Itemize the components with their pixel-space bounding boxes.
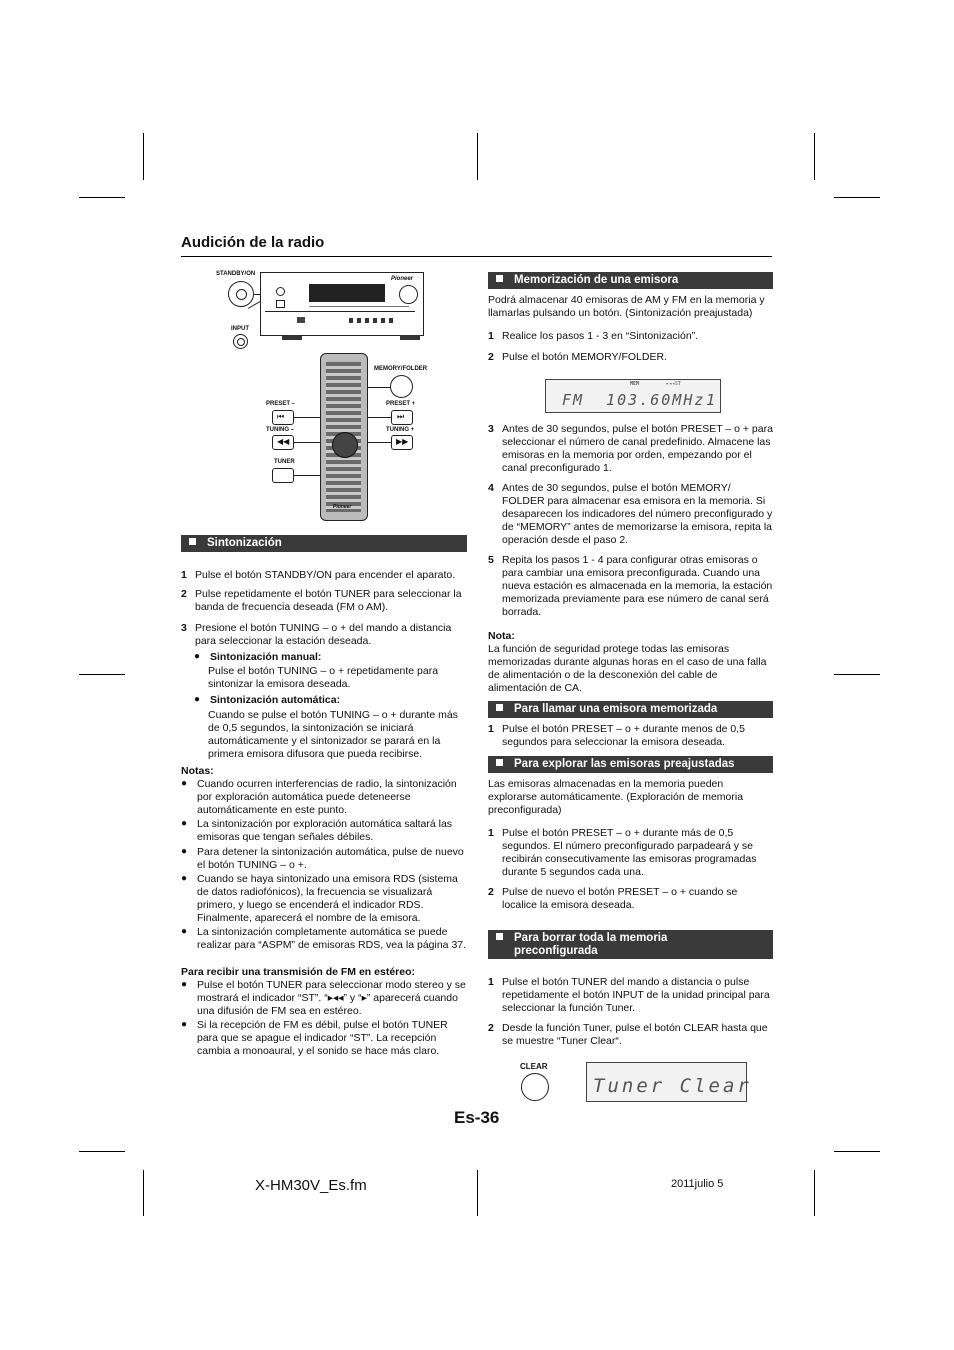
fm-display <box>545 379 721 413</box>
rewind-icon: ◀◀ <box>277 437 290 446</box>
note-title: Nota: <box>488 630 515 642</box>
standby-label: STANDBY/ON <box>216 271 256 277</box>
skip-forward-icon: ⏭ <box>397 412 405 421</box>
main-unit <box>260 272 424 336</box>
preset-plus-button[interactable] <box>391 410 413 425</box>
section-heading-explorar: Para explorar las emisoras preajustadas <box>488 756 773 773</box>
auto-tuning-text: Cuando se pulse el botón TUNING – o + durante más de 0,5 segundos, la sintonización se iniciará automáticamente y el sintonizador se parará en la primera emisora difusora que pueda recibirse. <box>208 709 458 760</box>
preset-minus-label: PRESET – <box>266 401 296 407</box>
tuning-minus-button[interactable] <box>272 435 294 450</box>
crop-mark <box>143 1170 144 1216</box>
section-heading-borrar: Para borrar toda la memoria preconfigurada <box>488 930 773 959</box>
remote-control <box>320 353 368 521</box>
tuning-plus-button[interactable] <box>391 435 413 450</box>
fm-display-text: FM 103.60MHz <box>562 391 706 409</box>
crop-mark <box>834 674 880 675</box>
crop-mark <box>834 1151 880 1152</box>
memorizacion-intro: Podrá almacenar 40 emisoras de AM y FM en la memoria y llamarlas pulsando un botón. (Sintonización preajustada) <box>488 294 765 319</box>
crop-mark <box>143 133 144 180</box>
preset-minus-button[interactable] <box>272 410 294 425</box>
crop-mark <box>814 1170 815 1216</box>
footer-date: 2011julio 5 <box>671 1178 724 1190</box>
crop-mark <box>79 197 125 198</box>
crop-mark <box>834 197 880 198</box>
brand-logo: Pioneer <box>391 276 414 282</box>
tuner-label: TUNER <box>274 459 295 465</box>
crop-mark <box>477 133 478 180</box>
memory-folder-label: MEMORY/FOLDER <box>374 366 428 372</box>
standby-button[interactable] <box>228 281 254 307</box>
stereo-indicator: ▸◂◂ST <box>666 381 682 387</box>
section-heading-llamar: Para llamar una emisora memorizada <box>488 701 773 718</box>
clear-button[interactable] <box>521 1073 549 1101</box>
section-heading-memorizacion: Memorización de una emisora <box>488 272 773 289</box>
fast-forward-icon: ▶▶ <box>396 437 409 446</box>
crop-mark <box>477 1170 478 1216</box>
tuner-button[interactable] <box>272 468 294 483</box>
clear-label: CLEAR <box>520 1062 548 1071</box>
note-text: La función de seguridad protege todas las emisoras memorizadas durante algunas horas en el caso de una falla de alimentación o de la desconexión del cable de alimentación de CA. <box>488 643 767 694</box>
tuning-plus-label: TUNING + <box>386 427 415 433</box>
tuner-clear-display <box>586 1062 752 1102</box>
footer-filename: X-HM30V_Es.fm <box>255 1177 367 1194</box>
stereo-title: Para recibir una transmisión de FM en estéreo: <box>181 966 415 978</box>
title-rule <box>181 256 772 257</box>
page-title: Audición de la radio <box>181 234 325 251</box>
preset-plus-label: PRESET + <box>386 401 416 407</box>
section-heading-sintonizacion: Sintonización <box>181 535 467 552</box>
remote-brand-logo: Pioneer <box>333 504 352 510</box>
tuner-clear-text: Tuner Clear <box>593 1075 752 1097</box>
crop-mark <box>814 133 815 180</box>
tuning-minus-label: TUNING – <box>266 427 295 433</box>
crop-mark <box>79 674 125 675</box>
input-button[interactable] <box>233 334 248 349</box>
manual-tuning-text: Pulse el botón TUNING – o + repetidamente para sintonizar la emisora deseada. <box>208 665 439 690</box>
memory-folder-button[interactable] <box>390 375 413 398</box>
input-label: INPUT <box>231 326 249 332</box>
mem-indicator: MEM <box>630 381 640 387</box>
preset-channel-number: 1 <box>706 391 716 409</box>
notes-title: Notas: <box>181 765 214 777</box>
page-number: Es-36 <box>454 1108 500 1127</box>
device-figure <box>210 265 430 530</box>
skip-back-icon: ⏮ <box>277 412 285 421</box>
crop-mark <box>79 1151 125 1152</box>
explorar-intro: Las emisoras almacenadas en la memoria pueden explorarse automáticamente. (Exploración de memoria preconfigurada) <box>488 778 744 816</box>
